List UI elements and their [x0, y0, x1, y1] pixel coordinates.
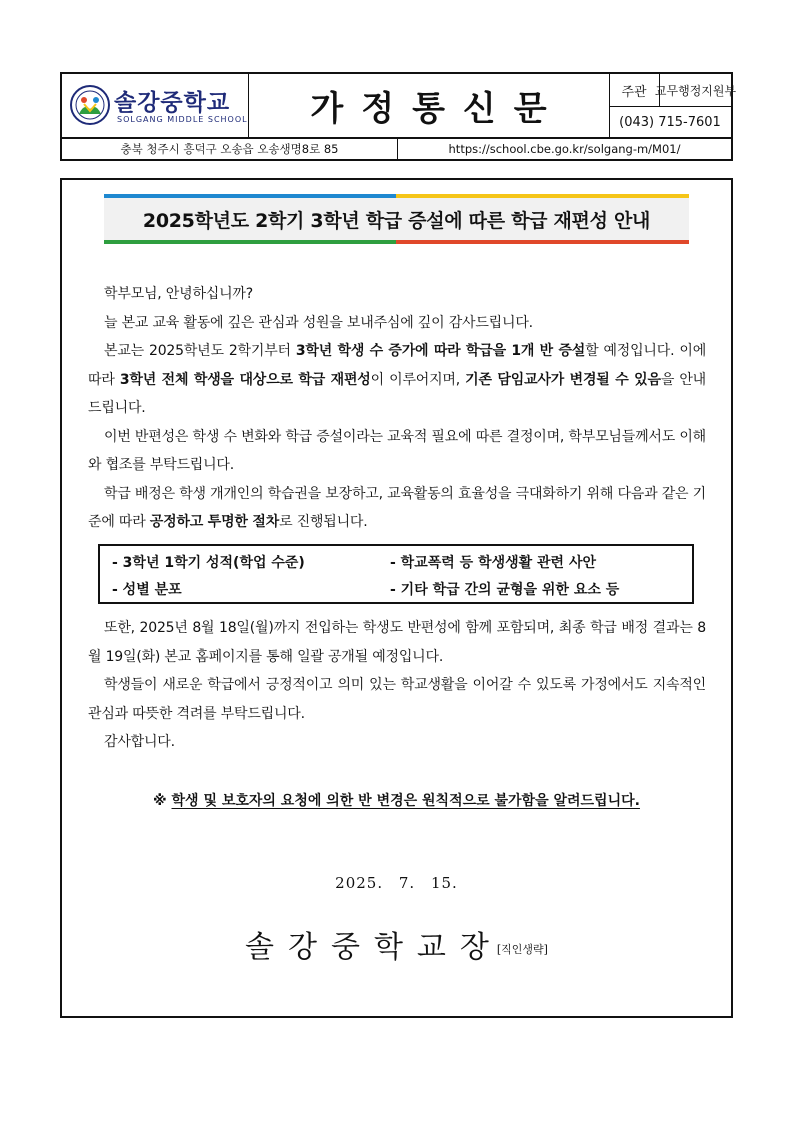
criteria-item: - 학교폭력 등 학생생활 관련 사안: [390, 555, 596, 571]
banner-bar: [104, 240, 396, 244]
document-title: 가정통신문: [310, 89, 565, 129]
criteria-item: - 3학년 1학기 성적(학업 수준): [112, 555, 305, 571]
seal-note: [직인생략]: [496, 943, 548, 956]
criteria-box: [98, 544, 694, 604]
paragraph-request: 학생들이 새로운 학급에서 긍정적이고 의미 있는 학교생활을 이어갈 수 있도록 가정에서도 지속적인 관심과 따뜻한 격려를 부탁드립니다.: [88, 677, 706, 722]
school-name: 솔강중학교: [114, 90, 231, 116]
paragraph-class-increase: 본교는 2025학년도 2학기부터 3학년 학생 수 증가에 따라 학급을 1개 반 증설할 예정입니다. 이에 따라 3학년 전체 학생을 대상으로 학급 재편성이 이루어지며, 기존 담임교사가 변경될 수 있음을 안내드립니다.: [88, 343, 707, 416]
phone-number: (043) 715-7601: [619, 114, 721, 130]
address-row: [60, 139, 733, 161]
letterhead: [60, 72, 737, 139]
school-emblem-icon: [70, 85, 110, 125]
greeting-line: 학부모님, 안녕하십니까?: [104, 286, 253, 302]
important-notice: ※ 학생 및 보호자의 요청에 의한 반 변경은 원칙적으로 불가함을 알려드립니다.: [153, 793, 640, 809]
letter-body: [88, 280, 706, 537]
school-address: 충북 청주시 흥덕구 오송읍 오송생명8로 85: [62, 139, 398, 159]
principal-title: 솔강중학교장: [245, 930, 503, 965]
notice-text: 학생 및 보호자의 요청에 의한 반 변경은 원칙적으로 불가함을 알려드립니다.: [171, 793, 640, 809]
criteria-item: - 기타 학급 간의 균형을 위한 요소 등: [390, 582, 620, 598]
issue-date: 2025. 7. 15.: [335, 874, 458, 892]
paragraph-criteria-intro: 학급 배정은 학생 개개인의 학습권을 보장하고, 교육활동의 효율성을 극대화하기 위해 다음과 같은 기준에 따라 공정하고 투명한 절차로 진행됩니다.: [88, 485, 706, 530]
paragraph-transfer: 또한, 2025년 8월 18일(월)까지 전입하는 학생도 반편성에 함께 포함되며, 최종 학급 배정 결과는 8월 19일(화) 본교 홈페이지를 통해 일괄 공개될 예정입니다.: [88, 620, 706, 665]
dept-value: 교무행정지원부: [660, 74, 731, 107]
school-name-en: SOLGANG MIDDLE SCHOOL: [117, 115, 248, 124]
school-logo-cell: [62, 74, 249, 137]
school-url[interactable]: https://school.cbe.go.kr/solgang-m/M01/: [448, 142, 681, 156]
document-title-cell: [248, 74, 610, 137]
closing-line: 감사합니다.: [104, 734, 175, 750]
notice-title: 2025학년도 2학기 3학년 학급 증설에 따른 학급 재편성 안내: [142, 209, 651, 232]
dept-label: 주관: [609, 74, 660, 107]
notice-title-banner: [104, 194, 689, 244]
greeting-line: 늘 본교 교육 활동에 깊은 관심과 성원을 보내주심에 깊이 감사드립니다.: [104, 314, 533, 331]
paragraph-reason: 이번 반편성은 학생 수 변화와 학급 증설이라는 교육적 필요에 따른 결정이며, 학부모님들께서도 이해와 협조를 부탁드립니다.: [88, 428, 706, 473]
letter-body-continued: [88, 614, 706, 757]
criteria-item: - 성별 분포: [112, 582, 182, 598]
banner-bar: [396, 240, 689, 244]
signature-block: [0, 922, 793, 966]
